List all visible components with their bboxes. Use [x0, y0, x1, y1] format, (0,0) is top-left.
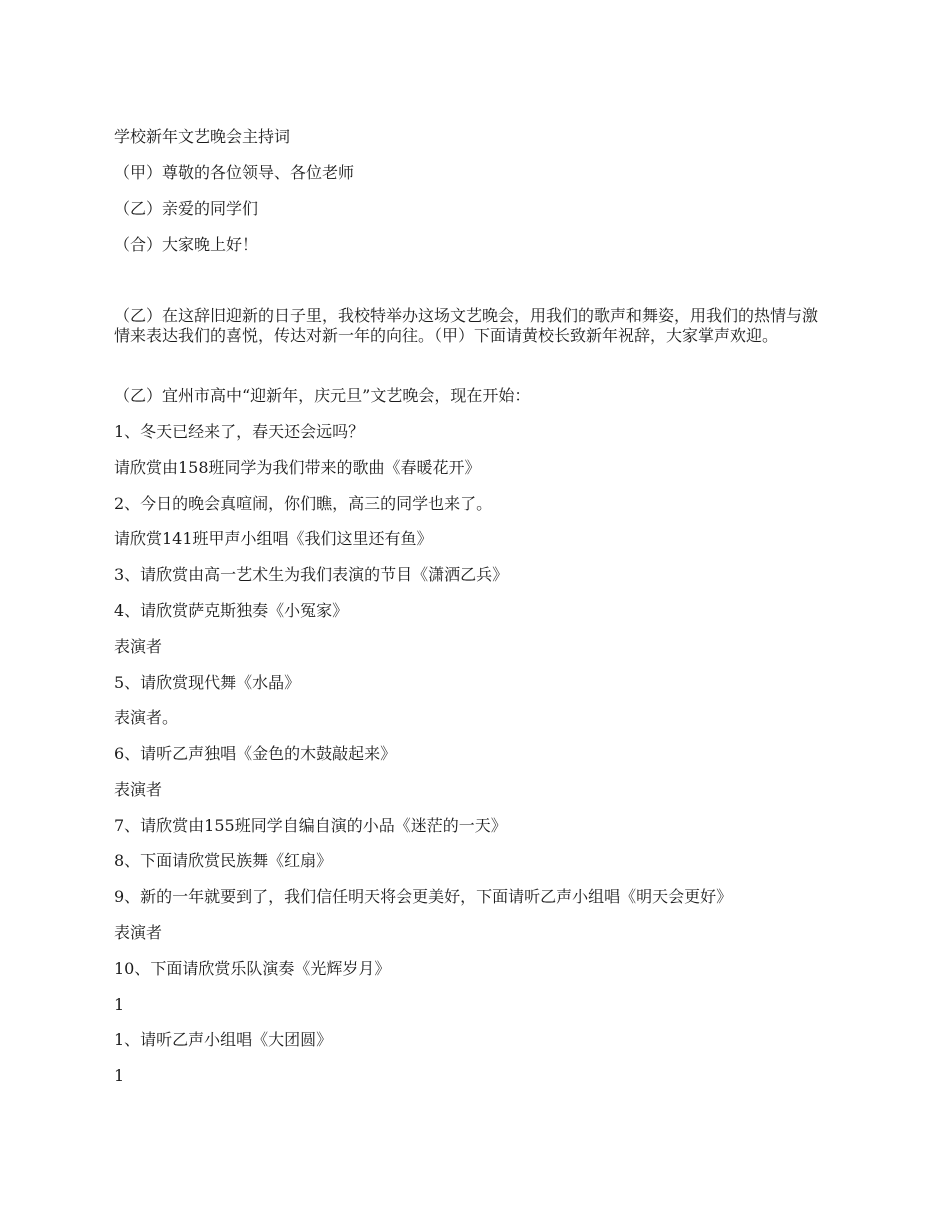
greeting-line-1: （甲）尊敬的各位领导、各位老师	[114, 163, 355, 182]
text-line: 5、请欣赏现代舞《水晶》	[114, 673, 301, 692]
text-line: 1	[114, 995, 125, 1014]
text-line: 2、今日的晚会真喧闹，你们瞧，高三的同学也来了。	[114, 494, 493, 513]
text-line: 8、下面请欣赏民族舞《红扇》	[114, 851, 333, 870]
document-title: 学校新年文艺晚会主持词	[114, 127, 291, 146]
text-line: （乙）宜州市高中“迎新年，庆元旦”文艺晚会，现在开始：	[114, 386, 531, 405]
intro-paragraph: （乙）在这辞旧迎新的日子里，我校特举办这场文艺晚会，用我们的歌声和舞姿，用我们的热情与激情来表达我们的喜悦，传达对新一年的向往。（甲）下面请黄校长致新年祝辞，大家掌声欢迎。	[114, 306, 819, 345]
text-line: 表演者。	[114, 708, 179, 727]
greeting-line-2: （乙）亲爱的同学们	[114, 199, 259, 218]
text-line: 1、冬天已经来了，春天还会远吗？	[114, 422, 365, 441]
text-line: 6、请听乙声独唱《金色的木鼓敲起来》	[114, 744, 397, 763]
text-line: 1	[114, 1066, 125, 1085]
greeting-line-3: （合）大家晚上好！	[114, 235, 259, 254]
text-line: 表演者	[114, 637, 163, 656]
text-line: 3、请欣赏由高一艺术生为我们表演的节目《潇洒乙兵》	[114, 565, 509, 584]
text-line: 7、请欣赏由155班同学自编自演的小品《迷茫的一天》	[114, 816, 507, 835]
text-line: 请欣赏141班甲声小组唱《我们这里还有鱼》	[114, 529, 433, 548]
text-line: 表演者	[114, 780, 163, 799]
text-line: 表演者	[114, 923, 163, 942]
text-line: 10、下面请欣赏乐队演奏《光辉岁月》	[114, 959, 391, 978]
text-line: 9、新的一年就要到了，我们信任明天将会更美好，下面请听乙声小组唱《明天会更好》	[114, 887, 733, 906]
text-line: 1、请听乙声小组唱《大团圆》	[114, 1030, 333, 1049]
text-line: 请欣赏由158班同学为我们带来的歌曲《春暖花开》	[114, 458, 481, 477]
text-line: 4、请欣赏萨克斯独奏《小冤家》	[114, 601, 349, 620]
